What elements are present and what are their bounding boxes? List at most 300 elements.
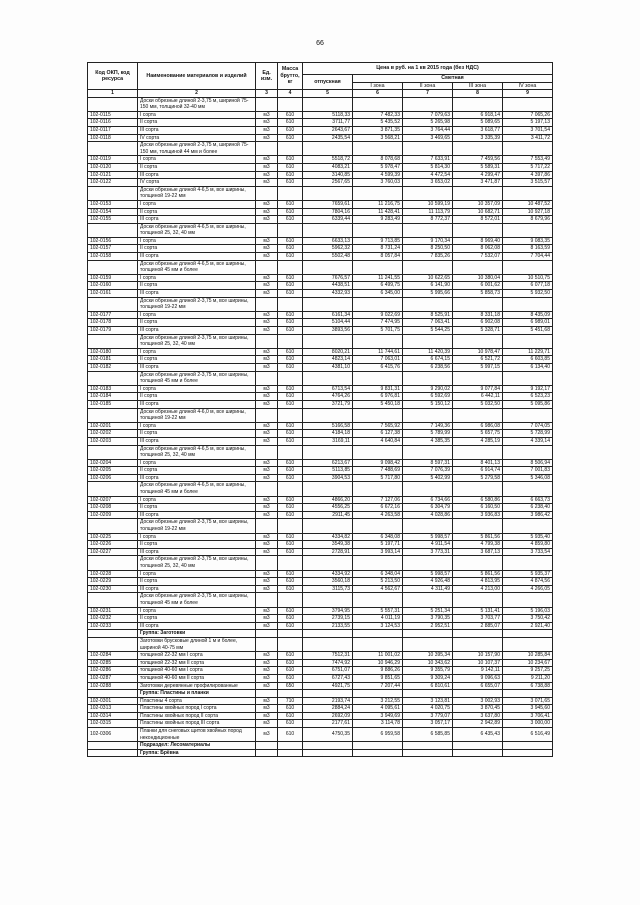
material-name: III сорта xyxy=(138,216,256,224)
release-price: 3904,53 xyxy=(303,474,353,482)
zone-price: 3 057,17 xyxy=(403,720,453,728)
group-title: Доски обрезные длиной 4-6,5 м, все ширины, толщиной 45 мм и более xyxy=(138,260,256,274)
material-name: II сорта xyxy=(138,319,256,327)
resource-code: 102-0301 xyxy=(88,697,138,705)
empty-cell xyxy=(353,297,403,311)
col-header-price: Цена в руб. на 1 кв 2015 года (без НДС) xyxy=(303,63,553,75)
zone-price: 11 229,71 xyxy=(503,348,553,356)
empty-cell xyxy=(256,742,278,750)
empty-cell xyxy=(503,297,553,311)
table-row xyxy=(88,622,553,630)
unit-cell: м3 xyxy=(256,667,278,675)
zone-price: 7 001,83 xyxy=(503,467,553,475)
zone-price: 3 779,07 xyxy=(403,712,453,720)
group-title: Доски обрезные длиной 4-6,5 м, все ширины, толщиной 25, 32, 40 мм xyxy=(138,223,256,237)
material-name: II сорта xyxy=(138,163,256,171)
release-price: 3721,79 xyxy=(303,400,353,408)
zone-price: 6 160,50 xyxy=(453,504,503,512)
empty-cell xyxy=(503,690,553,698)
table-row xyxy=(88,659,553,667)
material-name: IV сорта xyxy=(138,179,256,187)
zone-price: 10 107,37 xyxy=(453,659,503,667)
empty-cell xyxy=(503,186,553,200)
zone-price: 6 238,56 xyxy=(403,363,453,371)
unit-cell: м3 xyxy=(256,253,278,261)
zone-price: 11 001,02 xyxy=(353,652,403,660)
resource-code: 102-0177 xyxy=(88,311,138,319)
empty-cell xyxy=(278,371,303,385)
resource-code: 102-0160 xyxy=(88,282,138,290)
release-price: 6339,44 xyxy=(303,216,353,224)
zone-price: 10 357,09 xyxy=(453,200,503,208)
zone-price: 3 653,02 xyxy=(403,179,453,187)
zone-price: 7 532,07 xyxy=(453,253,503,261)
empty-cell xyxy=(303,519,353,533)
mass-cell: 610 xyxy=(278,348,303,356)
zone-price: 9 083,35 xyxy=(503,237,553,245)
empty-cell xyxy=(303,223,353,237)
material-name: III сорта xyxy=(138,585,256,593)
zone-price: 6 914,74 xyxy=(453,467,503,475)
group-title: Доски обрезные длиной 2-3,75 м, все ширины, толщиной 19-22 мм xyxy=(138,297,256,311)
group-header-row xyxy=(88,519,553,533)
empty-cell xyxy=(256,186,278,200)
col-header-release: отпускная xyxy=(303,75,353,90)
zone-price: 7 459,56 xyxy=(453,156,503,164)
material-name: толщиной 22-32 мм I сорта xyxy=(138,652,256,660)
column-index: 6 xyxy=(353,90,403,98)
group-title: Заготовки брусковые длиной 1 м и более, шириной 40-75 мм xyxy=(138,637,256,651)
empty-cell xyxy=(278,593,303,607)
empty-cell xyxy=(88,630,138,638)
zone-price: 11 113,79 xyxy=(403,208,453,216)
zone-price: 5 213,50 xyxy=(353,578,403,586)
zone-price: 11 216,75 xyxy=(353,200,403,208)
zone-price: 5 717,80 xyxy=(353,474,403,482)
zone-price: 4 640,84 xyxy=(353,437,403,445)
empty-cell xyxy=(278,142,303,156)
empty-cell xyxy=(88,742,138,750)
mass-cell: 610 xyxy=(278,171,303,179)
zone-price: 9 355,79 xyxy=(403,667,453,675)
table-row xyxy=(88,348,553,356)
table-row xyxy=(88,237,553,245)
empty-cell xyxy=(88,593,138,607)
empty-cell xyxy=(88,482,138,496)
unit-cell: м3 xyxy=(256,134,278,142)
zone-price: 3 471,87 xyxy=(453,179,503,187)
mass-cell: 610 xyxy=(278,705,303,713)
empty-cell xyxy=(278,637,303,651)
release-price: 3549,38 xyxy=(303,541,353,549)
empty-cell xyxy=(353,408,403,422)
section-header-row xyxy=(88,742,553,750)
release-price: 4334,92 xyxy=(303,570,353,578)
release-price: 6751,07 xyxy=(303,667,353,675)
unit-cell: м3 xyxy=(256,200,278,208)
material-name: III сорта xyxy=(138,548,256,556)
zone-price: 4 472,54 xyxy=(403,171,453,179)
empty-cell xyxy=(403,186,453,200)
unit-cell: м3 xyxy=(256,126,278,134)
zone-price: 5 197,71 xyxy=(353,541,403,549)
empty-cell xyxy=(278,749,303,757)
empty-cell xyxy=(503,334,553,348)
col-header-zone-2: II зона xyxy=(403,82,453,90)
zone-price: 10 285,84 xyxy=(503,652,553,660)
mass-cell: 610 xyxy=(278,253,303,261)
zone-price: 8 772,37 xyxy=(403,216,453,224)
resource-code: 102-0154 xyxy=(88,208,138,216)
group-title: Доски обрезные длиной 4-6,5 м, все ширины, толщиной 25, 32, 40 мм xyxy=(138,445,256,459)
table-row xyxy=(88,607,553,615)
mass-cell: 610 xyxy=(278,311,303,319)
material-name: II сорта xyxy=(138,541,256,549)
zone-price: 5 858,73 xyxy=(453,290,503,298)
material-name: I сорта xyxy=(138,200,256,208)
resource-code: 102-0286 xyxy=(88,667,138,675)
zone-price: 6 655,07 xyxy=(453,682,503,690)
empty-cell xyxy=(453,690,503,698)
resource-code: 102-0117 xyxy=(88,126,138,134)
column-index: 5 xyxy=(303,90,353,98)
zone-price: 2 952,51 xyxy=(403,622,453,630)
zone-price: 6 738,88 xyxy=(503,682,553,690)
resource-code: 102-0157 xyxy=(88,245,138,253)
table-row xyxy=(88,208,553,216)
material-name: I сорта xyxy=(138,237,256,245)
column-index: 9 xyxy=(503,90,553,98)
resource-code: 102-0119 xyxy=(88,156,138,164)
zone-price: 6 348,04 xyxy=(353,570,403,578)
material-name: II сорта xyxy=(138,467,256,475)
resource-code: 102-0284 xyxy=(88,652,138,660)
material-name: I сорта xyxy=(138,274,256,282)
zone-price: 5 089,65 xyxy=(453,119,503,127)
zone-price: 9 211,20 xyxy=(503,674,553,682)
release-price: 2728,91 xyxy=(303,548,353,556)
table-row xyxy=(88,578,553,586)
release-price: 2884,24 xyxy=(303,705,353,713)
zone-price: 8 969,40 xyxy=(453,237,503,245)
empty-cell xyxy=(403,260,453,274)
release-price: 6713,54 xyxy=(303,385,353,393)
empty-cell xyxy=(503,556,553,570)
mass-cell: 610 xyxy=(278,533,303,541)
material-name: II сорта xyxy=(138,208,256,216)
empty-cell xyxy=(403,142,453,156)
zone-price: 7 063,41 xyxy=(403,319,453,327)
unit-cell: м3 xyxy=(256,171,278,179)
material-name: Пластины хвойных пород II сорта xyxy=(138,712,256,720)
empty-cell xyxy=(303,408,353,422)
table-row xyxy=(88,511,553,519)
table-row xyxy=(88,253,553,261)
mass-cell: 610 xyxy=(278,548,303,556)
unit-cell: м3 xyxy=(256,393,278,401)
resource-code: 102-0229 xyxy=(88,578,138,586)
resource-code: 102-0288 xyxy=(88,682,138,690)
release-price: 7659,61 xyxy=(303,200,353,208)
mass-cell: 610 xyxy=(278,720,303,728)
zone-price: 7 474,95 xyxy=(353,319,403,327)
mass-cell: 610 xyxy=(278,467,303,475)
zone-price: 5 995,66 xyxy=(403,290,453,298)
column-index: 2 xyxy=(138,90,256,98)
group-header-row xyxy=(88,593,553,607)
resource-code: 102-0183 xyxy=(88,385,138,393)
zone-price: 6 918,14 xyxy=(453,111,503,119)
table-row xyxy=(88,667,553,675)
mass-cell: 610 xyxy=(278,652,303,660)
zone-price: 3 335,39 xyxy=(453,134,503,142)
zone-price: 11 428,41 xyxy=(353,208,403,216)
group-title: Доски обрезные длиной 4-6,5 м, все ширины, толщиной 19-22 мм xyxy=(138,186,256,200)
zone-price: 10 682,71 xyxy=(453,208,503,216)
zone-price: 8 679,96 xyxy=(503,216,553,224)
material-name: III сорта xyxy=(138,622,256,630)
empty-cell xyxy=(403,223,453,237)
table-row xyxy=(88,385,553,393)
zone-price: 5 557,31 xyxy=(353,607,403,615)
mass-cell: 610 xyxy=(278,511,303,519)
mass-cell: 610 xyxy=(278,163,303,171)
release-price: 6727,43 xyxy=(303,674,353,682)
zone-price: 5 589,31 xyxy=(453,163,503,171)
unit-cell: м3 xyxy=(256,163,278,171)
unit-cell: м3 xyxy=(256,585,278,593)
group-title: Доски обрезные длиной 2-3,75 м, все ширины, толщиной 19-22 мм xyxy=(138,519,256,533)
zone-price: 5 197,13 xyxy=(503,119,553,127)
zone-price: 3 733,54 xyxy=(503,548,553,556)
empty-cell xyxy=(303,637,353,651)
resource-code: 102-0208 xyxy=(88,504,138,512)
empty-cell xyxy=(256,297,278,311)
empty-cell xyxy=(303,371,353,385)
unit-cell: м3 xyxy=(256,652,278,660)
unit-cell: м3 xyxy=(256,119,278,127)
table-row xyxy=(88,705,553,713)
zone-price: 11 241,55 xyxy=(353,274,403,282)
empty-cell xyxy=(453,371,503,385)
mass-cell: 610 xyxy=(278,363,303,371)
table-row xyxy=(88,728,553,742)
table-row xyxy=(88,652,553,660)
empty-cell xyxy=(278,445,303,459)
zone-price: 3 703,77 xyxy=(453,615,503,623)
unit-cell: м3 xyxy=(256,728,278,742)
unit-cell: м3 xyxy=(256,363,278,371)
empty-cell xyxy=(278,408,303,422)
mass-cell: 610 xyxy=(278,274,303,282)
mass-cell: 610 xyxy=(278,393,303,401)
resource-code: 102-0225 xyxy=(88,533,138,541)
empty-cell xyxy=(353,742,403,750)
table-row xyxy=(88,179,553,187)
zone-price: 9 713,85 xyxy=(353,237,403,245)
empty-cell xyxy=(503,519,553,533)
zone-price: 8 572,01 xyxy=(453,216,503,224)
table-row xyxy=(88,216,553,224)
zone-price: 5 861,56 xyxy=(453,570,503,578)
zone-price: 9 290,02 xyxy=(403,385,453,393)
empty-cell xyxy=(278,260,303,274)
empty-cell xyxy=(256,142,278,156)
empty-cell xyxy=(303,260,353,274)
release-price: 4381,10 xyxy=(303,363,353,371)
empty-cell xyxy=(353,334,403,348)
group-header-row xyxy=(88,408,553,422)
zone-price: 7 488,69 xyxy=(353,467,403,475)
zone-price: 5 789,99 xyxy=(403,430,453,438)
column-index: 4 xyxy=(278,90,303,98)
zone-price: 3 760,03 xyxy=(353,179,403,187)
table-row xyxy=(88,720,553,728)
empty-cell xyxy=(403,408,453,422)
zone-price: 9 309,24 xyxy=(403,674,453,682)
price-table xyxy=(87,62,553,757)
table-row xyxy=(88,437,553,445)
zone-price: 9 022,69 xyxy=(353,311,403,319)
zone-price: 9 098,42 xyxy=(353,459,403,467)
zone-price: 10 946,29 xyxy=(353,659,403,667)
table-body xyxy=(88,97,553,757)
empty-cell xyxy=(353,593,403,607)
zone-price: 7 565,92 xyxy=(353,422,403,430)
release-price: 6161,34 xyxy=(303,311,353,319)
zone-price: 7 482,33 xyxy=(353,111,403,119)
empty-cell xyxy=(256,630,278,638)
col-header-zone-4: IV зона xyxy=(503,82,553,90)
empty-cell xyxy=(503,371,553,385)
unit-cell: м3 xyxy=(256,504,278,512)
mass-cell: 610 xyxy=(278,179,303,187)
zone-price: 8 062,08 xyxy=(453,245,503,253)
material-name: I сорта xyxy=(138,348,256,356)
empty-cell xyxy=(303,482,353,496)
zone-price: 3 706,41 xyxy=(503,712,553,720)
release-price: 6213,67 xyxy=(303,459,353,467)
group-header-row xyxy=(88,297,553,311)
col-header-unit: Ед. изм. xyxy=(256,63,278,90)
zone-price: 8 401,13 xyxy=(453,459,503,467)
empty-cell xyxy=(278,519,303,533)
empty-cell xyxy=(453,408,503,422)
mass-cell: 610 xyxy=(278,319,303,327)
empty-cell xyxy=(503,749,553,757)
release-price: 2911,45 xyxy=(303,511,353,519)
zone-price: 3 701,54 xyxy=(503,126,553,134)
unit-cell: м3 xyxy=(256,430,278,438)
zone-price: 8 525,91 xyxy=(403,311,453,319)
unit-cell: м3 xyxy=(256,290,278,298)
release-price: 7676,57 xyxy=(303,274,353,282)
unit-cell: м3 xyxy=(256,682,278,690)
zone-price: 6 810,61 xyxy=(403,682,453,690)
mass-cell: 610 xyxy=(278,659,303,667)
zone-price: 3 936,83 xyxy=(453,511,503,519)
empty-cell xyxy=(256,445,278,459)
empty-cell xyxy=(256,371,278,385)
release-price: 5502,48 xyxy=(303,253,353,261)
zone-price: 7 074,05 xyxy=(503,422,553,430)
zone-price: 5 728,99 xyxy=(503,430,553,438)
zone-price: 6 141,90 xyxy=(403,282,453,290)
empty-cell xyxy=(256,637,278,651)
resource-code: 102-0120 xyxy=(88,163,138,171)
zone-price: 5 814,30 xyxy=(403,163,453,171)
unit-cell: м3 xyxy=(256,607,278,615)
table-row xyxy=(88,615,553,623)
empty-cell xyxy=(303,749,353,757)
release-price: 3893,56 xyxy=(303,327,353,335)
zone-price: 4 339,14 xyxy=(503,437,553,445)
material-name: II сорта xyxy=(138,245,256,253)
resource-code: 102-0184 xyxy=(88,393,138,401)
zone-price: 4 213,00 xyxy=(453,585,503,593)
empty-cell xyxy=(278,556,303,570)
empty-cell xyxy=(256,97,278,111)
release-price: 4764,26 xyxy=(303,393,353,401)
material-name: III сорта xyxy=(138,400,256,408)
empty-cell xyxy=(453,223,503,237)
table-row xyxy=(88,541,553,549)
unit-cell: м3 xyxy=(256,274,278,282)
zone-price: 10 978,47 xyxy=(453,348,503,356)
empty-cell xyxy=(453,260,503,274)
unit-cell: м3 xyxy=(256,705,278,713)
zone-price: 5 435,52 xyxy=(353,119,403,127)
empty-cell xyxy=(453,482,503,496)
zone-price: 5 657,75 xyxy=(453,430,503,438)
unit-cell: м3 xyxy=(256,467,278,475)
resource-code: 102-0205 xyxy=(88,467,138,475)
zone-price: 5 032,50 xyxy=(453,400,503,408)
zone-price: 3 687,13 xyxy=(453,548,503,556)
zone-price: 5 978,47 xyxy=(353,163,403,171)
col-header-zone-1: I зона xyxy=(353,82,403,90)
zone-price: 6 603,85 xyxy=(503,356,553,364)
zone-price: 9 096,63 xyxy=(453,674,503,682)
zone-price: 9 283,49 xyxy=(353,216,403,224)
zone-price: 6 499,75 xyxy=(353,282,403,290)
zone-price: 3 114,78 xyxy=(353,720,403,728)
material-name: II сорта xyxy=(138,615,256,623)
release-price: 5104,44 xyxy=(303,319,353,327)
zone-price: 6 959,58 xyxy=(353,728,403,742)
zone-price: 3 469,65 xyxy=(403,134,453,142)
zone-price: 6 663,73 xyxy=(503,496,553,504)
zone-price: 6 348,08 xyxy=(353,533,403,541)
zone-price: 5 095,86 xyxy=(503,400,553,408)
zone-price: 6 001,62 xyxy=(453,282,503,290)
empty-cell xyxy=(403,690,453,698)
table-row xyxy=(88,363,553,371)
zone-price: 3 124,53 xyxy=(353,622,403,630)
empty-cell xyxy=(503,97,553,111)
empty-cell xyxy=(278,690,303,698)
empty-cell xyxy=(503,142,553,156)
table-row xyxy=(88,585,553,593)
material-name: III сорта xyxy=(138,290,256,298)
table-row xyxy=(88,274,553,282)
resource-code: 102-0306 xyxy=(88,728,138,742)
zone-price: 9 170,34 xyxy=(403,237,453,245)
empty-cell xyxy=(403,445,453,459)
zone-price: 3 871,35 xyxy=(353,126,403,134)
mass-cell: 610 xyxy=(278,437,303,445)
material-name: I сорта xyxy=(138,533,256,541)
